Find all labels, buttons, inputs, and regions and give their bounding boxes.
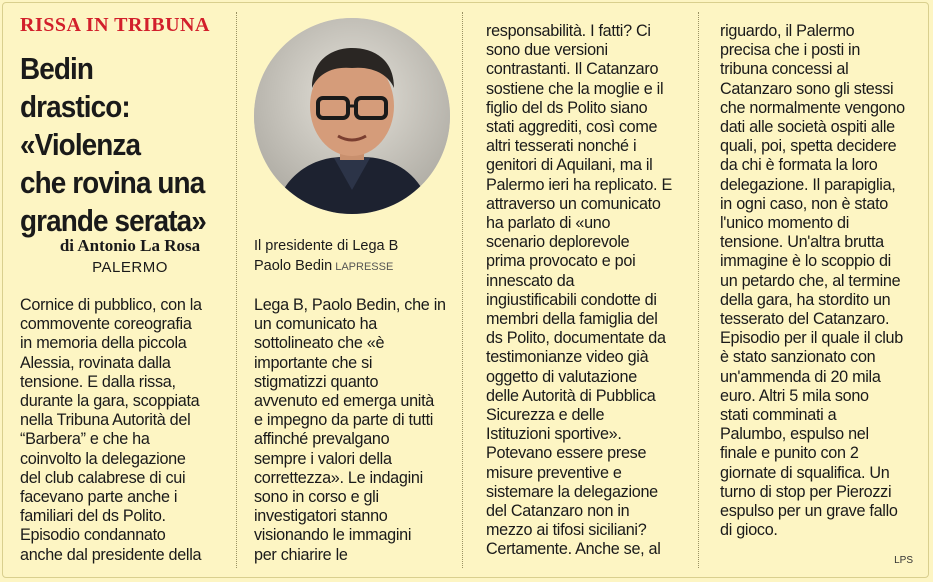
article-column-4: riguardo, il Palermo precisa che i posti in tribuna concessi al Catanzaro sono gli stessi che normalmente vengono dati alle società ospiti alle quali, poi, spetta decidere da chi è formata la loro delegazione. Il parapiglia, in ogni caso, non è stato l'unico momento di tensione. Un'altra brutta immagine è lo scoppio di un petardo che, al termine della gara, ha stordito un tesserato del Catanzaro. Episodio per il quale il club è stato sanzionato con un'ammenda di 20 mila euro. Altri 5 mila sono stati comminati a Palumbo, espulso nel finale e punito con 2 giornate di squalifica. Un turno di stop per Pierozzi espulso per un grave fallo di gioco. [720,22,905,540]
headline: Bedin drastico: «Violenza che rovina una grande serata» [20,51,206,238]
section-kicker: RISSA IN TRIBUNA [20,14,210,36]
article-column-1: Cornice di pubblico, con la commovente coreografia in memoria della piccola Alessia, rovinata dalla tensione. E dalla rissa, durante la gara, scoppiata nella Tribuna Autorità del “Barbera” e che ha coinvolto la delegazione del club calabrese di cui facevano parte anche i familiari del ds Polito. Episodio condannato anche dal presidente della [20,296,202,564]
photo-caption [254,236,454,277]
article-column-3: responsabilità. I fatti? Ci sono due versioni contrastanti. Il Catanzaro sostiene che la moglie e il figlio del ds Polito siano stati aggrediti, così come altri tesserati nonché i genitori di Aquilani, ma il Palermo ieri ha replicato. E attraverso un comunicato ha parlato di «uno scenario deplorevole prima provocato e poi innescato da ingiustificabili condotte di membri della famiglia del ds Polito, documentate da testimonianze video già oggetto di valutazione delle Autorità di Pubblica Sicurezza e delle Istituzioni sportive». Potevano essere prese misure preventive e sistemare la delegazione del Catanzaro non in mezzo ai tifosi siciliani? Certamente. Anche se, al [486,22,672,559]
column-divider [698,12,699,568]
column-divider [462,12,463,568]
byline-location: PALERMO [92,259,168,276]
portrait-illustration [254,18,450,214]
caption-text: Il presidente di Lega B Paolo Bedin [254,238,399,274]
byline-author: di Antonio La Rosa [59,236,201,255]
signature-initials: LPS [894,555,913,566]
article-column-2: Lega B, Paolo Bedin, che in un comunicato ha sottolineato che «è importante che si stigmatizzi quanto avvenuto ed emerga unità e impegno da parte di tutti affinché prevalgano sempre i valori della correttezza». Le indagini sono in corso e gli investigatori stanno visionando le immagini per chiarire le [254,296,446,564]
portrait-photo [254,18,450,214]
photo-credit: LAPRESSE [335,261,394,273]
column-divider [236,12,237,568]
